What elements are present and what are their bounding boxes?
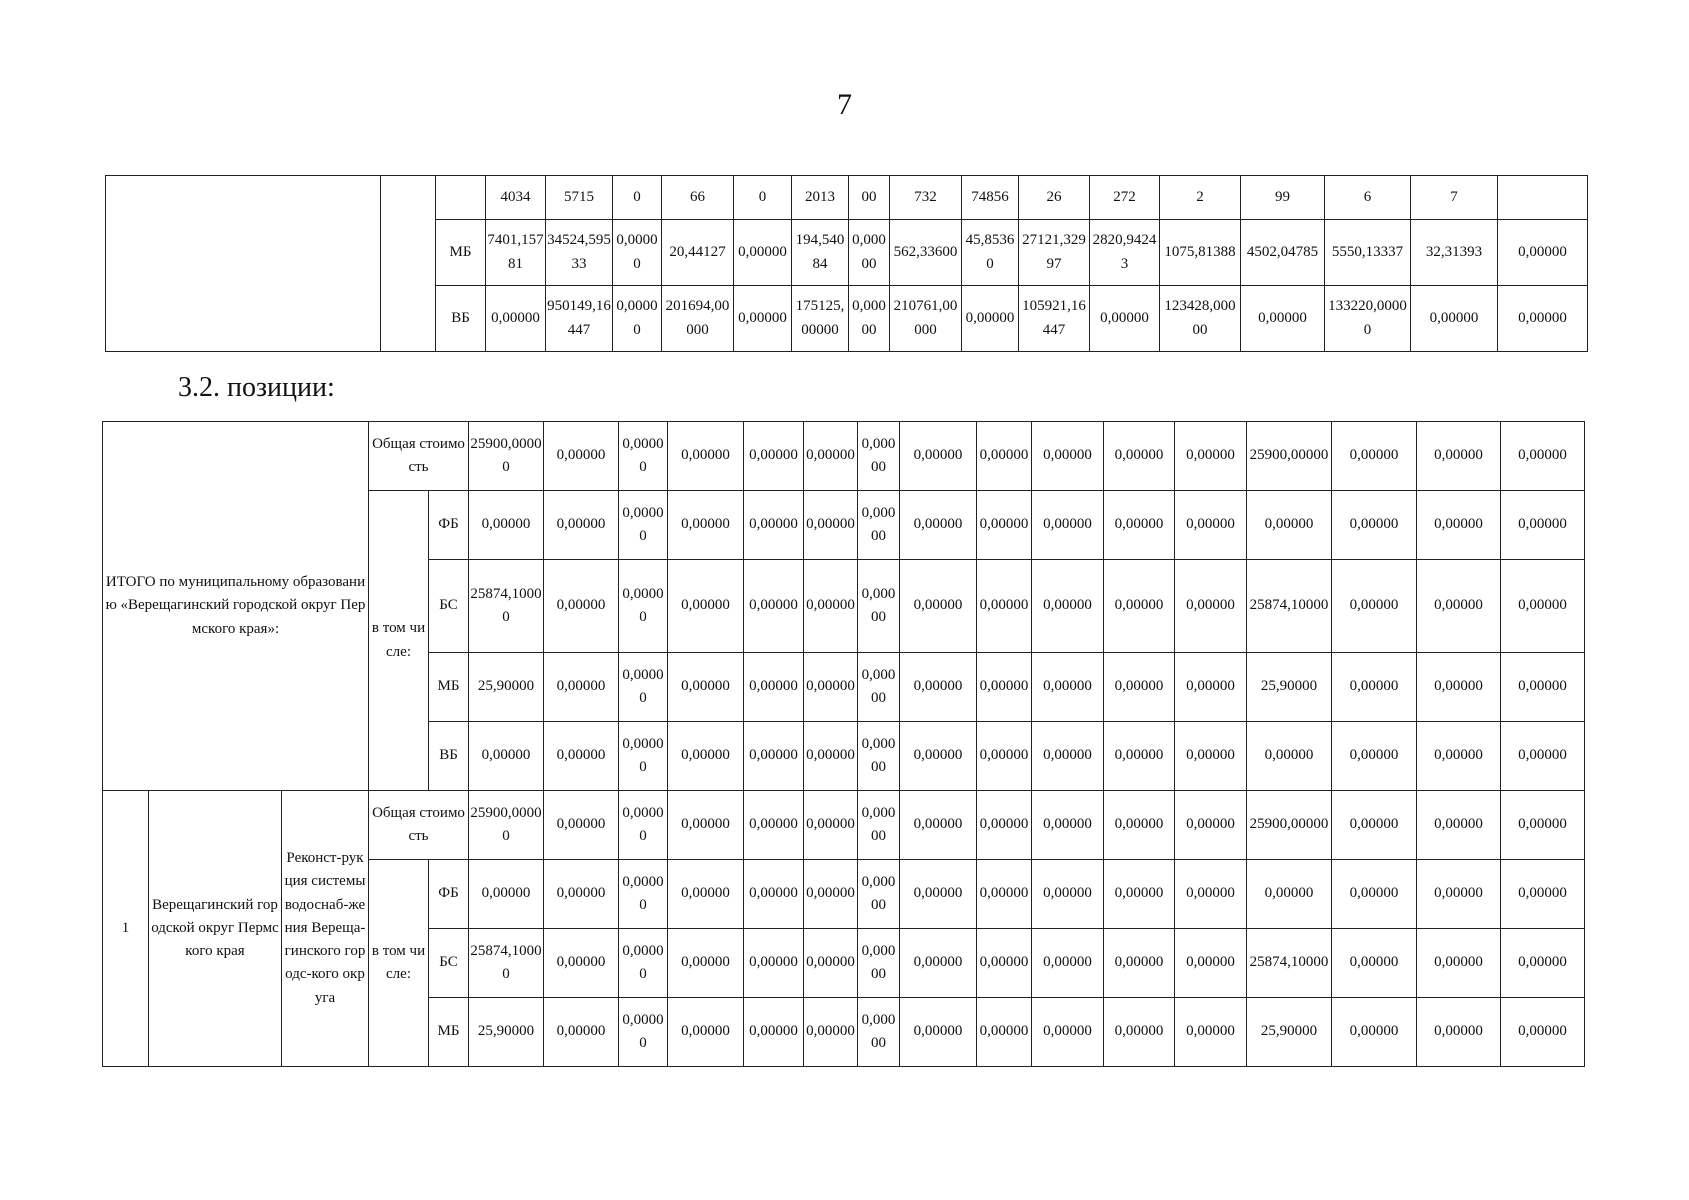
value-cell: 0,00000 xyxy=(1501,860,1585,929)
value-cell: 0,00000 xyxy=(544,422,619,491)
value-cell: 0,00000 xyxy=(1332,422,1417,491)
value-cell: 0,00000 xyxy=(1104,560,1175,653)
value-cell: 0,00000 xyxy=(1175,791,1247,860)
budget-label-cell: БС xyxy=(429,560,469,653)
value-cell: 0,00000 xyxy=(1332,791,1417,860)
value-cell: 0,00000 xyxy=(858,860,900,929)
value-cell: 0,00000 xyxy=(1247,860,1332,929)
value-cell: 25,90000 xyxy=(469,998,544,1067)
value-cell: 0,00000 xyxy=(849,286,890,352)
value-cell: 133220,00000 xyxy=(1325,286,1411,352)
value-cell: 0,00000 xyxy=(1241,286,1325,352)
total-label: ИТОГО по муниципальному образованию «Верещагинский городской округ Пермского края»: xyxy=(103,422,369,791)
header-value-cell: 7 xyxy=(1411,176,1498,220)
value-cell: 0,00000 xyxy=(977,560,1032,653)
page-number: 7 xyxy=(837,88,852,121)
value-cell: 0,00000 xyxy=(804,422,858,491)
value-cell: 0,00000 xyxy=(744,860,804,929)
value-cell: 0,00000 xyxy=(668,998,744,1067)
header-value-cell: 732 xyxy=(890,176,962,220)
value-cell: 0,00000 xyxy=(1090,286,1160,352)
value-cell: 0,00000 xyxy=(1032,722,1104,791)
value-cell: 25900,00000 xyxy=(469,422,544,491)
value-cell: 0,00000 xyxy=(849,220,890,286)
value-cell: 210761,00000 xyxy=(890,286,962,352)
top-header-row xyxy=(106,176,1588,220)
value-cell: 0,00000 xyxy=(1175,998,1247,1067)
value-cell: 0,00000 xyxy=(962,286,1019,352)
value-cell: 0,00000 xyxy=(977,491,1032,560)
value-cell: 0,00000 xyxy=(1498,286,1588,352)
value-cell: 0,00000 xyxy=(1501,560,1585,653)
value-cell: 45,85360 xyxy=(962,220,1019,286)
value-cell: 0,00000 xyxy=(1175,491,1247,560)
header-value-cell: 6 xyxy=(1325,176,1411,220)
value-cell: 0,00000 xyxy=(804,722,858,791)
value-cell: 0,00000 xyxy=(900,560,977,653)
value-cell: 2820,94243 xyxy=(1090,220,1160,286)
value-cell: 0,00000 xyxy=(900,929,977,998)
value-cell: 0,00000 xyxy=(804,791,858,860)
value-cell: 0,00000 xyxy=(977,860,1032,929)
value-cell: 0,00000 xyxy=(1104,653,1175,722)
budget-label-cell: ВБ xyxy=(436,286,486,352)
value-cell: 0,00000 xyxy=(977,422,1032,491)
value-cell: 0,00000 xyxy=(977,929,1032,998)
value-cell: 0,00000 xyxy=(1417,653,1501,722)
value-cell: 32,31393 xyxy=(1411,220,1498,286)
value-cell: 0,00000 xyxy=(1332,491,1417,560)
header-value-cell: 26 xyxy=(1019,176,1090,220)
value-cell: 0,00000 xyxy=(1175,560,1247,653)
value-cell: 27121,32997 xyxy=(1019,220,1090,286)
value-cell: 0,00000 xyxy=(1417,860,1501,929)
value-cell: 25,90000 xyxy=(1247,998,1332,1067)
value-cell: 0,00000 xyxy=(744,791,804,860)
value-cell: 0,00000 xyxy=(1332,860,1417,929)
section-heading: 3.2. позиции: xyxy=(178,372,335,403)
value-cell: 25874,10000 xyxy=(1247,929,1332,998)
value-cell: 25,90000 xyxy=(1247,653,1332,722)
item-row xyxy=(103,791,1585,860)
value-cell: 194,54084 xyxy=(792,220,849,286)
value-cell: 0,00000 xyxy=(619,422,668,491)
value-cell: 0,00000 xyxy=(1417,560,1501,653)
value-cell: 0,00000 xyxy=(1104,422,1175,491)
value-cell: 0,00000 xyxy=(744,998,804,1067)
value-cell: 0,00000 xyxy=(977,653,1032,722)
value-cell: 25874,10000 xyxy=(469,560,544,653)
budget-label-cell: БС xyxy=(429,929,469,998)
value-cell: 0,00000 xyxy=(744,560,804,653)
value-cell: 0,00000 xyxy=(1104,929,1175,998)
value-cell: 0,00000 xyxy=(977,722,1032,791)
budget-label-cell: ФБ xyxy=(429,491,469,560)
value-cell: 950149,16447 xyxy=(546,286,613,352)
value-cell: 0,00000 xyxy=(900,998,977,1067)
value-cell: 0,00000 xyxy=(1417,929,1501,998)
value-cell: 0,00000 xyxy=(1498,220,1588,286)
value-cell: 0,00000 xyxy=(619,722,668,791)
value-cell: 0,00000 xyxy=(668,722,744,791)
value-cell: 562,33600 xyxy=(890,220,962,286)
value-cell: 0,00000 xyxy=(619,791,668,860)
value-cell: 175125,00000 xyxy=(792,286,849,352)
item-object: Реконст-рукция системы водоснаб-жения Вереща-гинского городс-кого округа xyxy=(282,791,369,1067)
value-cell: 0,00000 xyxy=(900,722,977,791)
value-cell: 0,00000 xyxy=(544,998,619,1067)
value-cell: 0,00000 xyxy=(1032,491,1104,560)
value-cell: 0,00000 xyxy=(544,791,619,860)
value-cell: 4502,04785 xyxy=(1241,220,1325,286)
value-cell: 0,00000 xyxy=(1032,929,1104,998)
header-value-cell xyxy=(1498,176,1588,220)
value-cell: 0,00000 xyxy=(734,286,792,352)
value-cell: 0,00000 xyxy=(1175,860,1247,929)
value-cell: 0,00000 xyxy=(668,791,744,860)
value-cell: 25900,00000 xyxy=(1247,422,1332,491)
value-cell: 0,00000 xyxy=(668,929,744,998)
value-cell: 0,00000 xyxy=(1332,929,1417,998)
positions-table xyxy=(102,421,1585,1067)
value-cell: 0,00000 xyxy=(1175,422,1247,491)
value-cell: 0,00000 xyxy=(619,929,668,998)
value-cell: 0,00000 xyxy=(804,653,858,722)
total-row xyxy=(103,422,1585,491)
value-cell: 0,00000 xyxy=(469,860,544,929)
value-cell: 0,00000 xyxy=(900,491,977,560)
value-cell: 0,00000 xyxy=(977,998,1032,1067)
value-cell: 0,00000 xyxy=(858,653,900,722)
value-cell: 0,00000 xyxy=(1032,860,1104,929)
value-cell: 20,44127 xyxy=(662,220,734,286)
value-cell: 0,00000 xyxy=(1104,722,1175,791)
budget-label-cell: МБ xyxy=(429,653,469,722)
header-value-cell: 0 xyxy=(613,176,662,220)
value-cell: 0,00000 xyxy=(1332,998,1417,1067)
value-cell: 0,00000 xyxy=(1104,998,1175,1067)
value-cell: 0,00000 xyxy=(544,491,619,560)
in-that-number-label: в том числе: xyxy=(369,860,429,1067)
value-cell: 0,00000 xyxy=(804,860,858,929)
budget-label-cell: ВБ xyxy=(429,722,469,791)
value-cell: 25874,10000 xyxy=(1247,560,1332,653)
value-cell: 0,00000 xyxy=(1032,791,1104,860)
budget-label-cell: МБ xyxy=(436,220,486,286)
header-value-cell: 99 xyxy=(1241,176,1325,220)
value-cell: 0,00000 xyxy=(977,791,1032,860)
value-cell: 25874,10000 xyxy=(469,929,544,998)
value-cell: 25900,00000 xyxy=(1247,791,1332,860)
value-cell: 0,00000 xyxy=(486,286,546,352)
value-cell: 0,00000 xyxy=(744,722,804,791)
value-cell: 0,00000 xyxy=(469,722,544,791)
budget-label-cell: ФБ xyxy=(429,860,469,929)
value-cell: 0,00000 xyxy=(1032,653,1104,722)
value-cell: 0,00000 xyxy=(1175,653,1247,722)
value-cell: 0,00000 xyxy=(1032,998,1104,1067)
value-cell: 0,00000 xyxy=(668,560,744,653)
value-cell: 0,00000 xyxy=(744,491,804,560)
header-value-cell: 272 xyxy=(1090,176,1160,220)
item-number: 1 xyxy=(103,791,149,1067)
value-cell: 0,00000 xyxy=(1417,998,1501,1067)
value-cell: 0,00000 xyxy=(544,653,619,722)
value-cell: 0,00000 xyxy=(858,791,900,860)
value-cell: 0,00000 xyxy=(858,998,900,1067)
value-cell: 0,00000 xyxy=(804,929,858,998)
value-cell: 0,00000 xyxy=(1501,491,1585,560)
header-value-cell: 0 xyxy=(734,176,792,220)
value-cell: 0,00000 xyxy=(668,860,744,929)
header-value-cell: 74856 xyxy=(962,176,1019,220)
value-cell: 0,00000 xyxy=(668,491,744,560)
value-cell: 0,00000 xyxy=(1501,791,1585,860)
value-cell: 0,00000 xyxy=(1032,560,1104,653)
value-cell: 0,00000 xyxy=(1501,722,1585,791)
value-cell: 0,00000 xyxy=(900,422,977,491)
header-value-cell: 00 xyxy=(849,176,890,220)
budget-label-cell: МБ xyxy=(429,998,469,1067)
value-cell: 0,00000 xyxy=(1501,653,1585,722)
value-cell: 0,00000 xyxy=(858,929,900,998)
value-cell: 0,00000 xyxy=(1411,286,1498,352)
value-cell: 0,00000 xyxy=(1104,491,1175,560)
value-cell: 0,00000 xyxy=(544,929,619,998)
value-cell: 0,00000 xyxy=(613,286,662,352)
value-cell: 0,00000 xyxy=(1332,560,1417,653)
value-cell: 0,00000 xyxy=(804,998,858,1067)
value-cell: 0,00000 xyxy=(744,929,804,998)
value-cell: 0,00000 xyxy=(544,860,619,929)
value-cell: 0,00000 xyxy=(1032,422,1104,491)
blank-cell xyxy=(106,176,381,352)
value-cell: 0,00000 xyxy=(544,722,619,791)
value-cell: 34524,59533 xyxy=(546,220,613,286)
value-cell: 0,00000 xyxy=(804,491,858,560)
value-cell: 0,00000 xyxy=(900,653,977,722)
value-cell: 25900,00000 xyxy=(469,791,544,860)
value-cell: 0,00000 xyxy=(619,653,668,722)
blank-cell xyxy=(381,176,436,352)
total-cost-label: Общая стоимость xyxy=(369,791,469,860)
value-cell: 0,00000 xyxy=(900,791,977,860)
value-cell: 0,00000 xyxy=(1247,722,1332,791)
value-cell: 0,00000 xyxy=(1247,491,1332,560)
value-cell: 0,00000 xyxy=(1501,422,1585,491)
value-cell: 0,00000 xyxy=(1104,791,1175,860)
header-value-cell: 66 xyxy=(662,176,734,220)
value-cell: 105921,16447 xyxy=(1019,286,1090,352)
value-cell: 0,00000 xyxy=(900,860,977,929)
value-cell: 0,00000 xyxy=(744,653,804,722)
value-cell: 0,00000 xyxy=(619,491,668,560)
value-cell: 0,00000 xyxy=(1417,422,1501,491)
value-cell: 0,00000 xyxy=(858,560,900,653)
value-cell: 0,00000 xyxy=(1417,491,1501,560)
label-cell xyxy=(436,176,486,220)
value-cell: 0,00000 xyxy=(619,860,668,929)
value-cell: 201694,00000 xyxy=(662,286,734,352)
total-cost-label: Общая стоимость xyxy=(369,422,469,491)
value-cell: 0,00000 xyxy=(469,491,544,560)
value-cell: 0,00000 xyxy=(668,422,744,491)
value-cell: 0,00000 xyxy=(744,422,804,491)
value-cell: 7401,15781 xyxy=(486,220,546,286)
value-cell: 0,00000 xyxy=(1332,722,1417,791)
value-cell: 0,00000 xyxy=(1417,722,1501,791)
header-value-cell: 2013 xyxy=(792,176,849,220)
value-cell: 0,00000 xyxy=(613,220,662,286)
header-value-cell: 5715 xyxy=(546,176,613,220)
value-cell: 123428,00000 xyxy=(1160,286,1241,352)
value-cell: 0,00000 xyxy=(1175,929,1247,998)
value-cell: 5550,13337 xyxy=(1325,220,1411,286)
value-cell: 0,00000 xyxy=(619,560,668,653)
value-cell: 0,00000 xyxy=(858,422,900,491)
in-that-number-label: в том числе: xyxy=(369,491,429,791)
value-cell: 0,00000 xyxy=(619,998,668,1067)
value-cell: 0,00000 xyxy=(1501,998,1585,1067)
value-cell: 25,90000 xyxy=(469,653,544,722)
value-cell: 0,00000 xyxy=(1104,860,1175,929)
top-table xyxy=(105,175,1588,352)
item-municipality: Верещагинский городской округ Пермского края xyxy=(149,791,282,1067)
value-cell: 0,00000 xyxy=(668,653,744,722)
value-cell: 0,00000 xyxy=(858,491,900,560)
value-cell: 0,00000 xyxy=(734,220,792,286)
header-value-cell: 4034 xyxy=(486,176,546,220)
value-cell: 0,00000 xyxy=(544,560,619,653)
value-cell: 0,00000 xyxy=(1417,791,1501,860)
value-cell: 0,00000 xyxy=(1332,653,1417,722)
value-cell: 0,00000 xyxy=(1501,929,1585,998)
value-cell: 1075,81388 xyxy=(1160,220,1241,286)
value-cell: 0,00000 xyxy=(804,560,858,653)
value-cell: 0,00000 xyxy=(858,722,900,791)
header-value-cell: 2 xyxy=(1160,176,1241,220)
value-cell: 0,00000 xyxy=(1175,722,1247,791)
